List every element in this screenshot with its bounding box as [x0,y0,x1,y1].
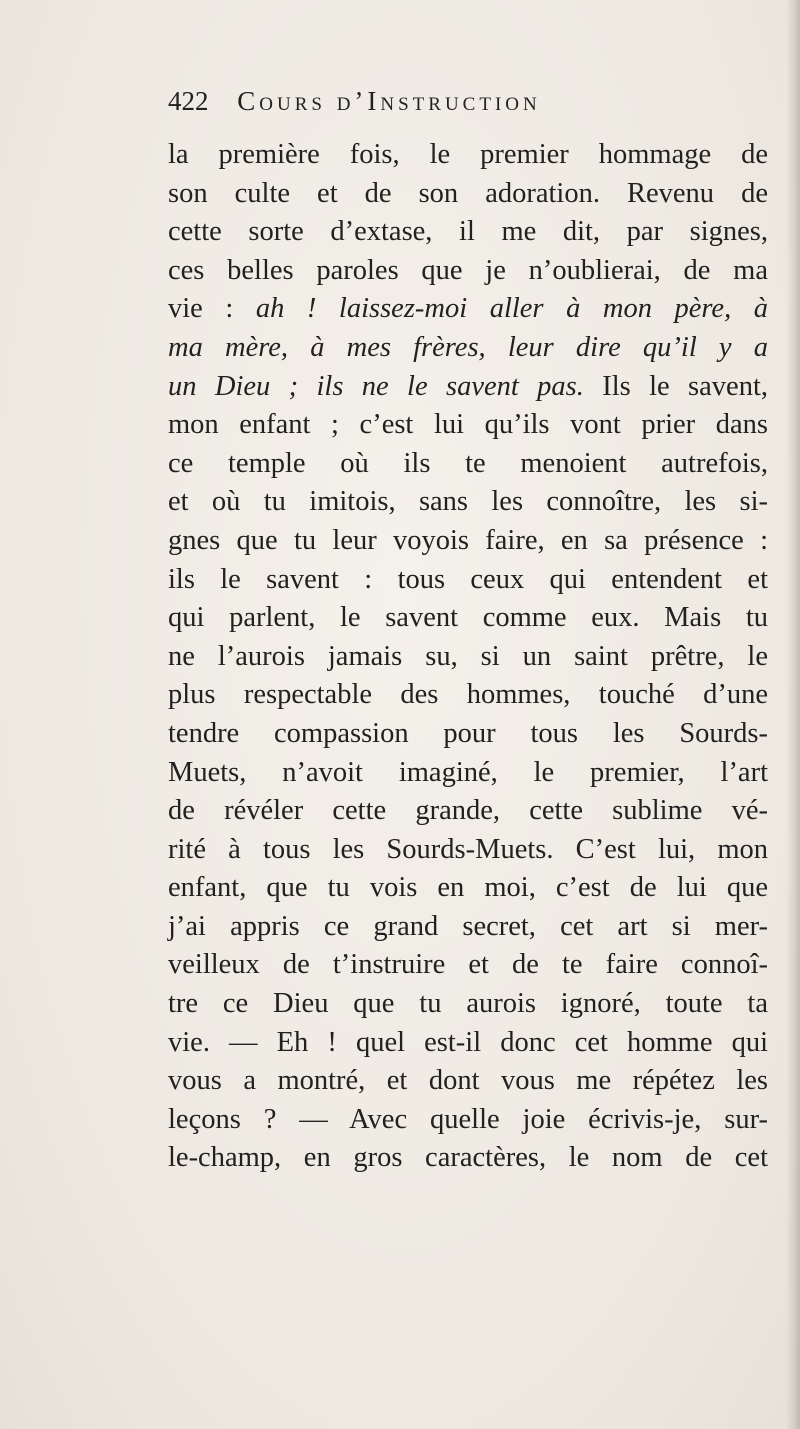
text-line: veilleux de t’instruire et de te faire connoî- [168,949,768,981]
text-line: enfant, que tu vois en moi, c’est de lui que [168,872,768,904]
text-line: ils le savent : tous ceux qui entendent et [168,563,768,595]
text-line: ce temple où ils te menoient autrefois, [168,447,768,479]
text-line: plus respectable des hommes, touché d’une [168,679,768,711]
text-line: rité à tous les Sourds-Muets. C’est lui, mon [168,833,768,865]
page-edge-shadow [786,0,800,1429]
text-line: j’ai appris ce grand secret, cet art si mer- [168,910,768,942]
text-line: gnes que tu leur voyois faire, en sa présence : [168,524,768,556]
text-line: tendre compassion pour tous les Sourds- [168,717,768,749]
text-line: vie. — Eh ! quel est-il donc cet homme qui [168,1026,768,1058]
text-line [168,329,768,368]
running-title: Cours d’Instruction [237,86,541,116]
text-italic: un Dieu ; ils ne le savent pas. [168,370,584,402]
running-header [168,86,728,126]
text-line: leçons ? — Avec quelle joie écrivis-je, sur- [168,1103,768,1135]
text-line: et où tu imitois, sans les connoître, les si- [168,486,768,518]
text-italic: ma mère, à mes frères, leur dire qu’il y a [168,331,768,363]
text-line: son culte et de son adoration. Revenu de [168,177,768,209]
text-line: ne l’aurois jamais su, si un saint prêtre, le [168,640,768,672]
text-line [168,290,768,329]
text-line: Muets, n’avoit imaginé, le premier, l’art [168,756,768,788]
body-text [168,136,768,1246]
text-line: qui parlent, le savent comme eux. Mais tu [168,602,768,634]
text-roman: vie : [168,293,256,325]
text-roman: Ils le savent, [583,370,768,402]
text-line: la première fois, le premier hommage de [168,139,768,170]
text-line: le-champ, en gros caractères, le nom de cet [168,1142,768,1174]
page-number: 422 [168,86,209,116]
text-line: cette sorte d’extase, il me dit, par signes, [168,216,768,248]
text-line [168,368,768,407]
text-line: vous a montré, et dont vous me répétez les [168,1065,768,1097]
text-line: tre ce Dieu que tu aurois ignoré, toute ta [168,988,768,1020]
text-line: mon enfant ; c’est lui qu’ils vont prier dans [168,409,768,441]
text-line: de révéler cette grande, cette sublime vé- [168,795,768,827]
text-italic: ah ! laissez-moi aller à mon père, à [255,293,768,325]
text-line: ces belles paroles que je n’oublierai, de ma [168,254,768,286]
